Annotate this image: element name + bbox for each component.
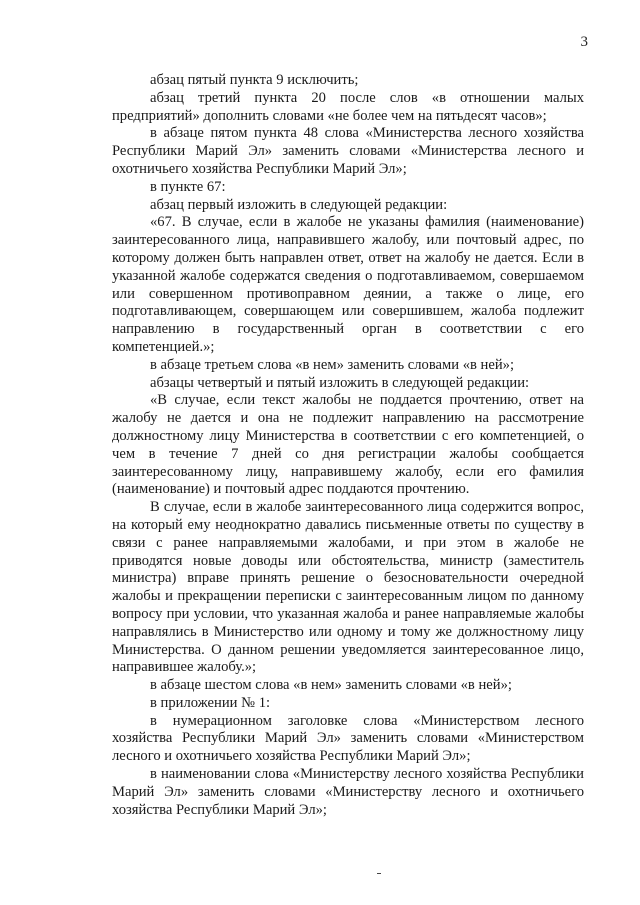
- paragraph: в пункте 67:: [150, 178, 226, 195]
- paragraph: в абзаце шестом слова «в нем» заменить словами «в ней»;: [150, 677, 512, 694]
- paragraph: в приложении № 1:: [150, 694, 271, 711]
- paragraph: «В случае, если текст жалобы не поддается прочтению, ответ на жалобу не дается и она не подлежит направлению на рассмотрение должностному лицу Министерства в соответствии с его компетенцией, о чем в течение 7 дней со дня регистрации жалобы сообщается заинтересованному лицу, направившему жалобу, если его фамилия (наименование) и почтовый адрес поддаются прочтению.: [112, 392, 584, 498]
- paragraph: в абзаце третьем слова «в нем» заменить словами «в ней»;: [150, 356, 514, 373]
- paragraph: абзац третий пункта 20 после слов «в отношении малых предприятий» дополнить словами «не более чем на пятьдесят часов»;: [112, 89, 584, 124]
- paragraph: абзац первый изложить в следующей редакции:: [150, 196, 448, 213]
- paragraph: в нумерационном заголовке слова «Министерством лесного хозяйства Республики Марий Эл» заменить словами «Министерством лесного и охотничьего хозяйства Республики Марий Эл»;: [112, 712, 584, 765]
- paragraph: «67. В случае, если в жалобе не указаны фамилия (наименование) заинтересованного лица, направившего жалобу, или почтовый адрес, по которому должен быть направлен ответ, ответ на жалобу не дается. Если в указанной жалобе содержатся сведения о подготавливаемом, совершаемом или совершенном противоправном деянии, а также о лице, его подготавливающем, совершающем или совершившем, жалоба подлежит направлению в государственный орган в соответствии с его компетенцией.»;: [112, 214, 584, 355]
- scan-mark: [377, 873, 381, 874]
- paragraph: абзацы четвертый и пятый изложить в следующей редакции:: [150, 374, 530, 391]
- paragraph: в наименовании слова «Министерству лесного хозяйства Республики Марий Эл» заменить словами «Министерству лесного и охотничьего хозяйства Республики Марий Эл»;: [112, 766, 584, 818]
- page-number: 3: [580, 34, 588, 50]
- paragraph: В случае, если в жалобе заинтересованного лица содержится вопрос, на который ему неоднократно давались письменные ответы по существу в связи с ранее направляемыми жалобами, и при этом в жалобе не приводятся новые доводы или обстоятельства, министр (заместитель министра) вправе принять решение о безосновательности очередной жалобы и прекращении переписки с заинтересованным лицом по данному вопросу при условии, что указанная жалоба и ранее направляемые жалобы направлялись в Министерство или одному и тому же должностному лицу Министерства. О данном решении уведомляется заинтересованное лицо, направившее жалобу.»;: [112, 499, 584, 676]
- paragraph: абзац пятый пункта 9 исключить;: [150, 72, 359, 88]
- paragraph: в абзаце пятом пункта 48 слова «Министерства лесного хозяйства Республики Марий Эл» заменить словами «Министерства лесного и охотничьего хозяйства Республики Марий Эл»;: [112, 125, 584, 177]
- document-body: [112, 72, 584, 819]
